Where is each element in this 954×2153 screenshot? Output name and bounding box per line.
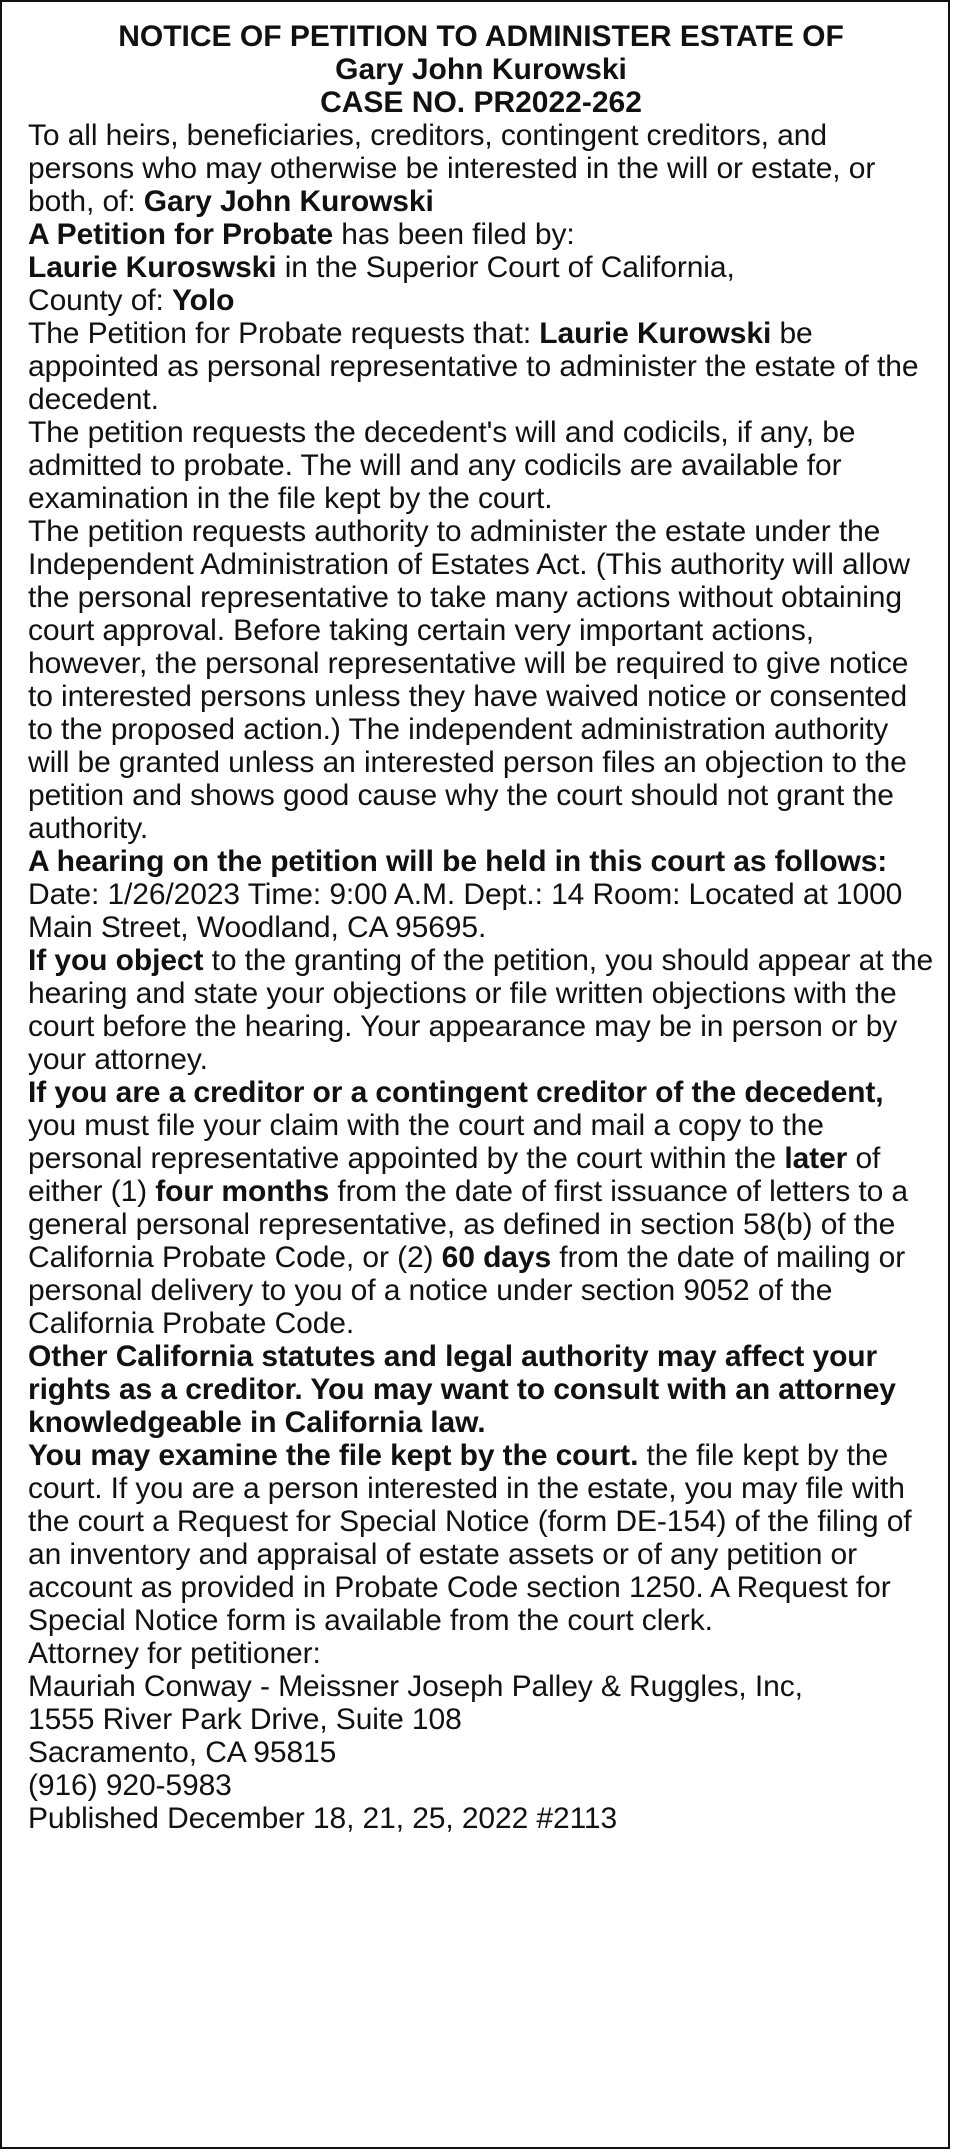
attorney-name: Mauriah Conway - Meissner Joseph Palley & Ruggles, Inc,	[28, 1670, 803, 1703]
notice-body	[28, 119, 934, 1835]
petition-filed-paragraph: A Petition for Probate has been filed by:	[28, 218, 575, 251]
attorney-address-line2: Sacramento, CA 95815	[28, 1736, 337, 1769]
decedent-name: Gary John Kurowski	[335, 53, 627, 86]
representative-name: Laurie Kurowski	[539, 317, 772, 350]
attorney-label: Attorney for petitioner:	[28, 1637, 321, 1670]
creditor-paragraph: If you are a creditor or a contingent creditor of the decedent, you must file your claim with the court and mail a copy to the personal representative appointed by the court within the later of either (1) four months from the date of first issuance of letters to a general personal representative, as defined in section 58(b) of the California Probate Code, or (2) 60 days from the date of mailing or personal delivery to you of a notice under section 9052 of the California Probate Code.	[28, 1076, 908, 1340]
intro-decedent-name: Gary John Kurowski	[143, 185, 434, 218]
object-paragraph: If you object to the granting of the petition, you should appear at the hearing and state your objections or file written objections with the court before the hearing. Your appearance may be in person or by your attorney.	[28, 944, 934, 1076]
county-name: Yolo	[171, 284, 235, 317]
filer-paragraph: Laurie Kuroswski in the Superior Court of California, County of: Yolo	[28, 251, 735, 317]
filer-name: Laurie Kuroswski	[28, 251, 277, 284]
attorney-phone: (916) 920-5983	[28, 1769, 232, 1802]
hearing-details: Date: 1/26/2023 Time: 9:00 A.M. Dept.: 14 Room: Located at 1000 Main Street, Woodland, CA 95695.	[28, 878, 903, 944]
statutes-paragraph: Other California statutes and legal authority may affect your rights as a creditor. You may want to consult with an attorney knowledgeable in California law.	[28, 1340, 896, 1439]
examine-paragraph: You may examine the file kept by the court. the file kept by the court. If you are a person interested in the estate, you may file with the court a Request for Special Notice (form DE-154) of the filing of an inventory and appraisal of estate assets or of any petition or account as provided in Probate Code section 1250. A Request for Special Notice form is available from the court clerk.	[28, 1439, 912, 1637]
attorney-address-line1: 1555 River Park Drive, Suite 108	[28, 1703, 462, 1736]
notice-header	[28, 20, 934, 119]
intro-paragraph: To all heirs, beneficiaries, creditors, contingent creditors, and persons who may otherwise be interested in the will or estate, or both, of: Gary John Kurowski	[28, 119, 876, 218]
case-number: CASE NO. PR2022-262	[320, 86, 642, 119]
hearing-paragraph: A hearing on the petition will be held in this court as follows: Date: 1/26/2023 Time: 9:00 A.M. Dept.: 14 Room: Located at 1000 Main Street, Woodland, CA 95695.	[28, 845, 903, 944]
will-paragraph: The petition requests the decedent's will and codicils, if any, be admitted to probate. The will and any codicils are available for examination in the file kept by the court.	[28, 416, 856, 515]
published-line: Published December 18, 21, 25, 2022 #2113	[28, 1802, 618, 1835]
requests-paragraph: The Petition for Probate requests that: Laurie Kurowski be appointed as personal representative to administer the estate of the decedent.	[28, 317, 919, 416]
notice-title: NOTICE OF PETITION TO ADMINISTER ESTATE OF	[118, 20, 844, 53]
iaea-paragraph: The petition requests authority to administer the estate under the Independent Administration of Estates Act. (This authority will allow the personal representative to take many actions without obtaining court approval. Before taking certain very important actions, however, the personal representative will be required to give notice to interested persons unless they have waived notice or consented to the proposed action.) The independent administration authority will be granted unless an interested person files an objection to the petition and shows good cause why the court should not grant the authority.	[28, 515, 910, 845]
